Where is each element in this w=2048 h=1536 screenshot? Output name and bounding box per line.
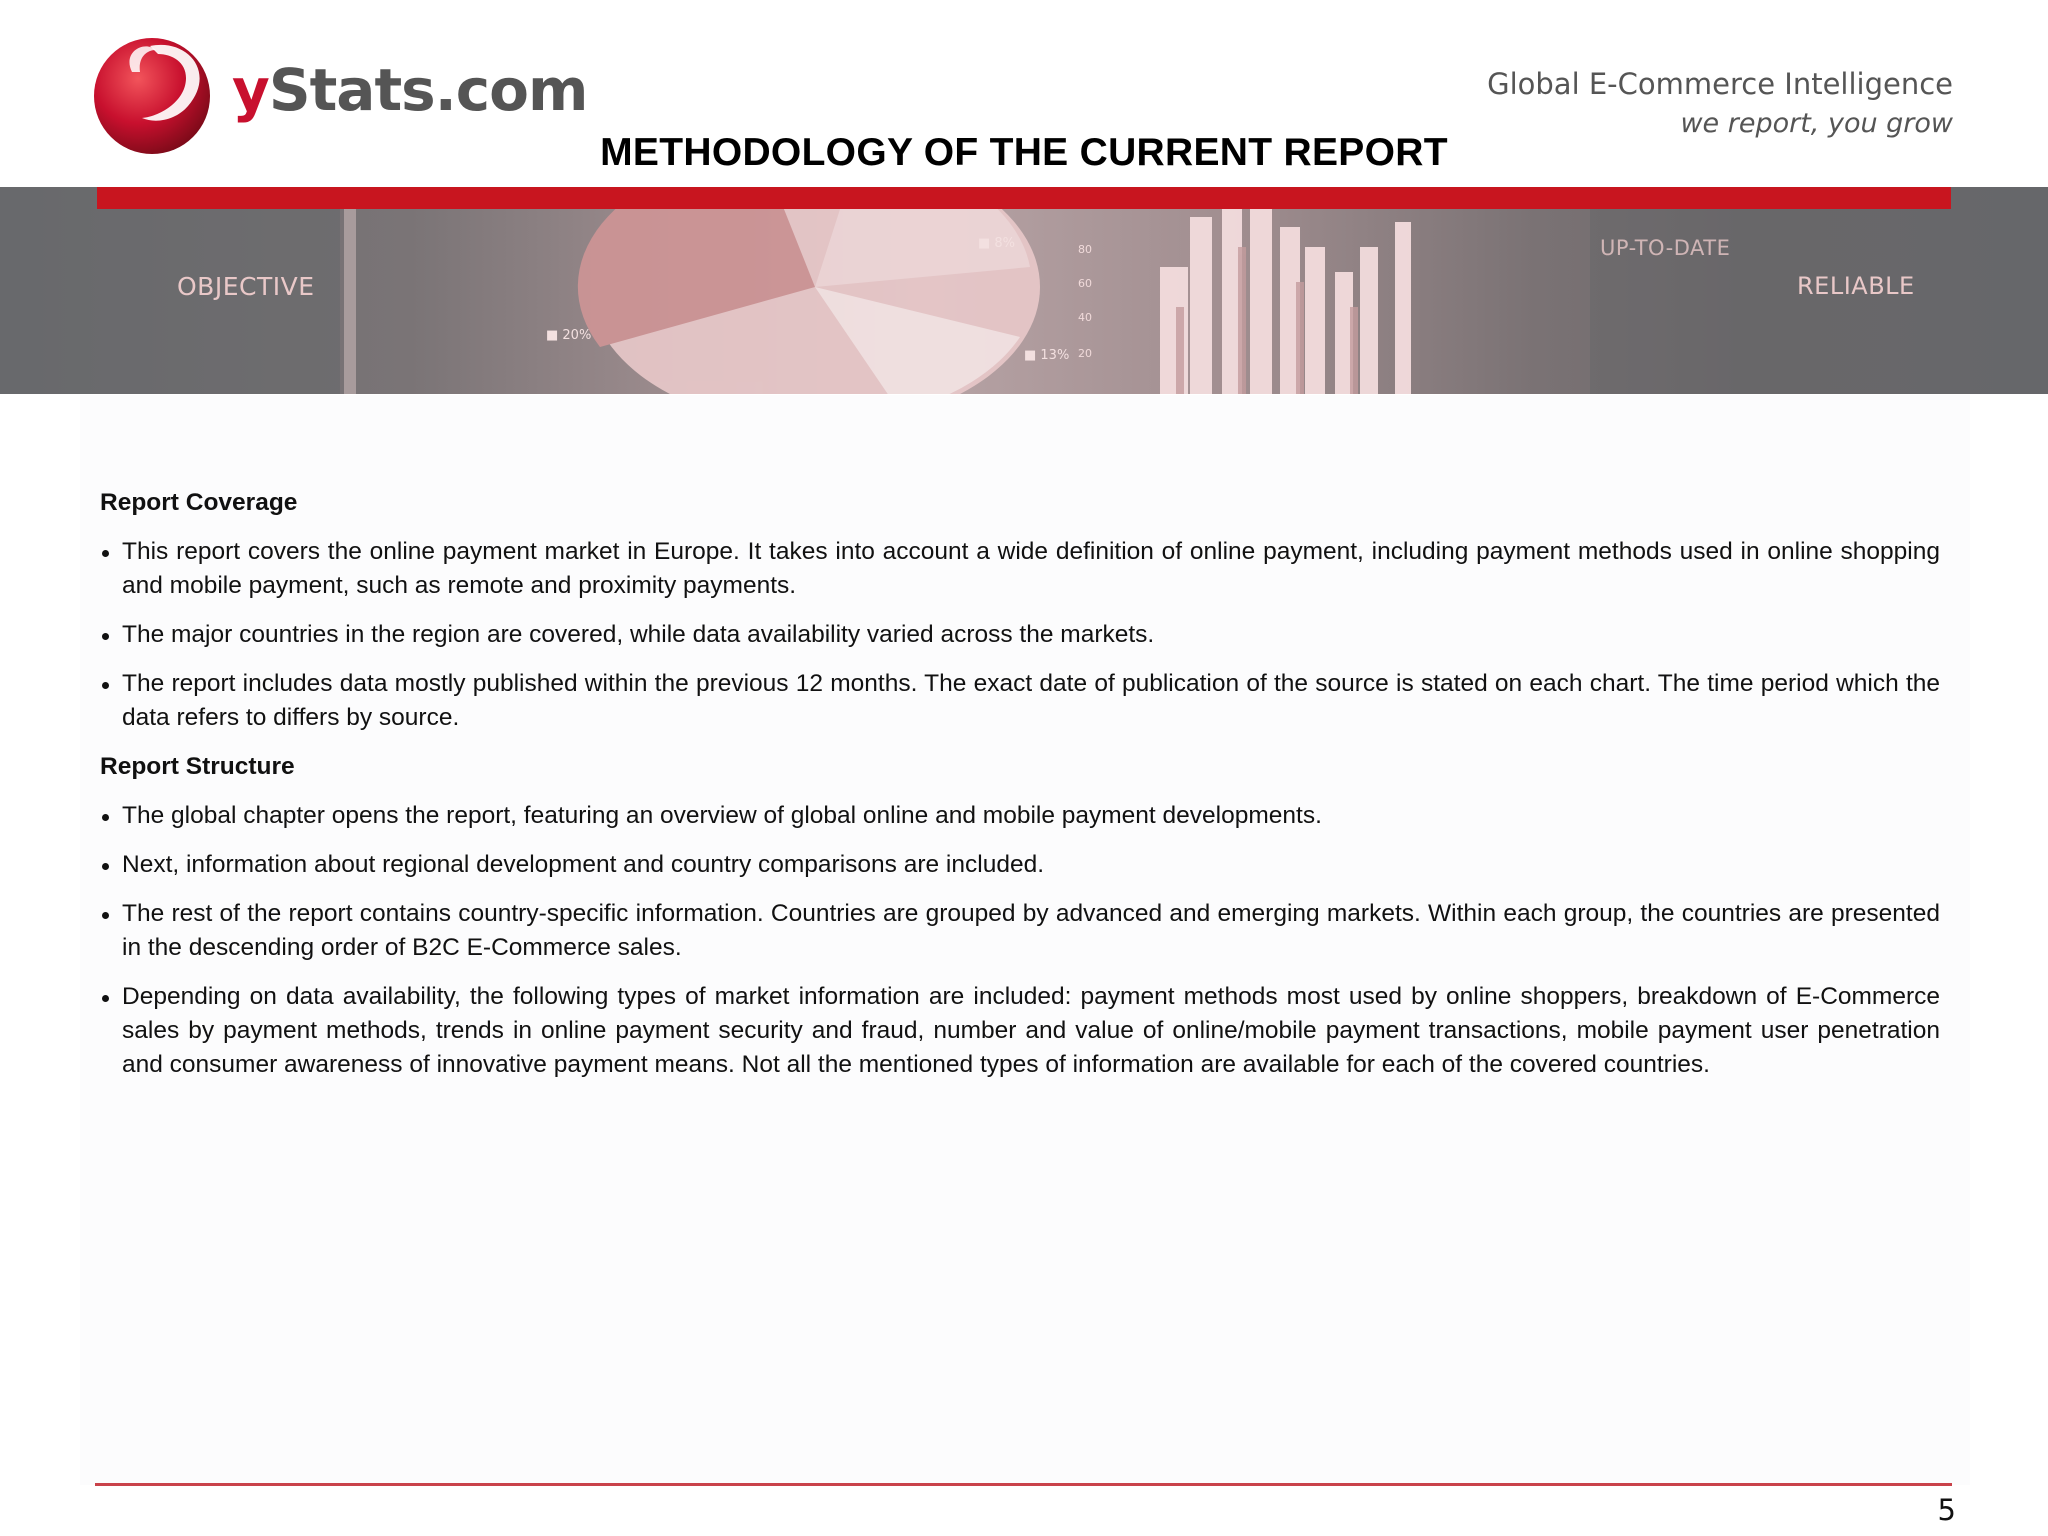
list-item: Next, information about regional development and country comparisons are included.: [100, 848, 1940, 882]
list-item: The global chapter opens the report, featuring an overview of global online and mobile payment developments.: [100, 799, 1940, 833]
coverage-bullet-list: [100, 535, 1940, 735]
banner-pie-label-2: ■ 8%: [978, 236, 1016, 251]
report-content: [100, 486, 1940, 1097]
list-item: The major countries in the region are covered, while data availability varied across the markets.: [100, 618, 1940, 652]
svg-text:60: 60: [1078, 277, 1092, 290]
tagline-line-1: Global E-Commerce Intelligence: [1487, 67, 1953, 101]
page-number: 5: [1937, 1493, 1956, 1527]
banner-pie-chart: [578, 187, 1040, 394]
section-heading-coverage: Report Coverage: [100, 489, 298, 516]
tagline-line-2: we report, you grow: [1680, 108, 1953, 139]
banner-pie-label-1: ■ 20%: [546, 328, 592, 343]
svg-text:20: 20: [1078, 347, 1092, 360]
list-item: The report includes data mostly published within the previous 12 months. The exact date of publication of the source is stated on each chart. The time period which the data refers to differs by source.: [100, 667, 1940, 735]
structure-bullet-list: [100, 799, 1940, 1082]
banner-red-stripe: [97, 187, 1951, 209]
banner-word-objective: OBJECTIVE: [177, 272, 315, 301]
banner-pie-label-3: ■ 13%: [1024, 348, 1070, 363]
banner-word-up-to-date: UP-TO-DATE: [1600, 236, 1731, 260]
svg-text:80: 80: [1078, 243, 1092, 256]
svg-text:40: 40: [1078, 311, 1092, 324]
list-item: Depending on data availability, the following types of market information are included: payment methods most used by online shoppers, breakdown of E-Commerce sales by payment methods, trends in online payment security and fraud, number and value of online/mobile payment transactions, mobile payment user penetration and consumer awareness of innovative payment means. Not all the mentioned types of information are available for each of the covered countries.: [100, 980, 1940, 1082]
list-item: This report covers the online payment market in Europe. It takes into account a wide definition of online payment, including payment methods used in online shopping and mobile payment, such as remote and proximity payments.: [100, 535, 1940, 603]
section-heading-structure: Report Structure: [100, 753, 295, 780]
banner-word-reliable: RELIABLE: [1797, 272, 1915, 300]
list-item: The rest of the report contains country-specific information. Countries are grouped by advanced and emerging markets. Within each group, the countries are presented in the descending order of B2C E-Commerce sales.: [100, 897, 1940, 965]
footer-divider: [95, 1483, 1952, 1486]
banner-bar-chart: [1160, 192, 1411, 394]
page-title: METHODOLOGY OF THE CURRENT REPORT: [600, 131, 1448, 174]
logo-wordmark: yStats.com: [232, 56, 588, 124]
